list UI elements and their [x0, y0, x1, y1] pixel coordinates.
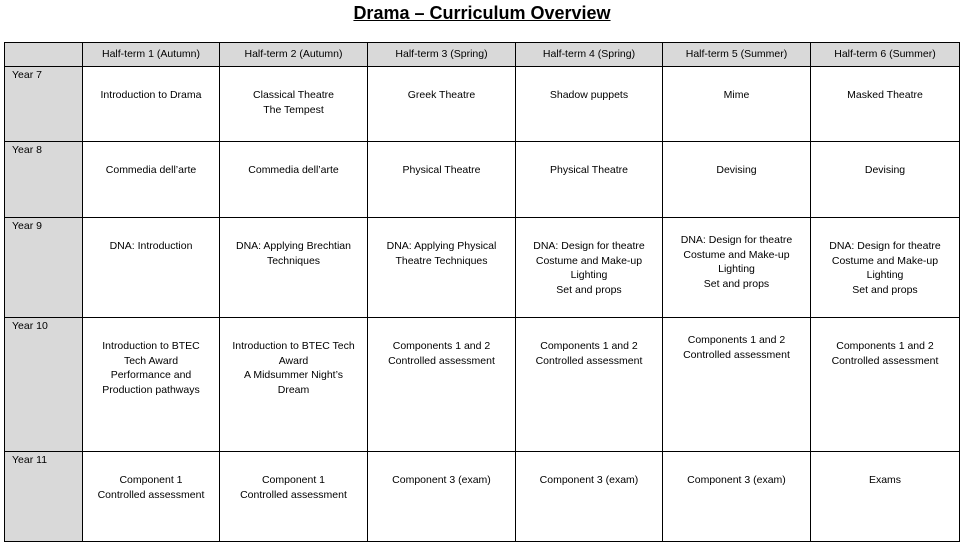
- cell-text-line: The Tempest: [263, 103, 324, 116]
- cell-text-line: Commedia dell’arte: [248, 164, 339, 176]
- row-header-year: Year 11: [5, 452, 83, 542]
- table-cell: [811, 142, 960, 218]
- cell-text-line: Set and props: [852, 283, 918, 296]
- table-cell: [516, 142, 663, 218]
- curriculum-table: [4, 42, 960, 542]
- cell-text-line: Award: [278, 354, 309, 367]
- column-header: Half-term 5 (Summer): [663, 43, 811, 67]
- cell-text-line: Performance and: [110, 369, 192, 381]
- cell-text-line: Exams: [868, 474, 902, 486]
- table-cell: [220, 452, 368, 542]
- cell-text-line: Lighting: [718, 263, 755, 275]
- cell-text-line: Greek Theatre: [407, 89, 476, 101]
- table-cell: [83, 452, 220, 542]
- table-cell: [83, 218, 220, 318]
- table-cell: [220, 318, 368, 452]
- cell-text-line: Lighting: [866, 269, 904, 281]
- table-cell: [83, 142, 220, 218]
- table-cell: [368, 142, 516, 218]
- table-row: [5, 142, 960, 218]
- cell-text-line: Set and props: [556, 283, 622, 296]
- cell-text-line: Components 1 and 2: [687, 334, 786, 346]
- cell-text-line: DNA: Design for theatre: [533, 240, 645, 252]
- table-row: [5, 452, 960, 542]
- cell-text-line: Devising: [716, 164, 757, 176]
- column-header: Half-term 1 (Autumn): [83, 43, 220, 67]
- table-cell: [663, 142, 811, 218]
- cell-text-line: DNA: Design for theatre: [680, 234, 793, 246]
- table-row: [5, 318, 960, 452]
- cell-text-line: Shadow puppets: [549, 89, 629, 101]
- cell-text-line: Controlled assessment: [831, 354, 939, 367]
- cell-text-line: Introduction to Drama: [100, 89, 202, 101]
- cell-text-line: Components 1 and 2: [392, 340, 491, 352]
- cell-text-line: Component 1: [119, 474, 183, 486]
- cell-text-line: Dream: [277, 383, 310, 396]
- cell-text-line: Techniques: [266, 254, 321, 267]
- cell-text-line: Component 3 (exam): [687, 474, 786, 486]
- table-cell: [83, 67, 220, 142]
- row-header-year: Year 9: [5, 218, 83, 318]
- table-cell: [663, 218, 811, 318]
- cell-text-line: Component 3 (exam): [539, 474, 639, 486]
- cell-text-line: Controlled assessment: [535, 354, 643, 367]
- cell-text-line: Costume and Make-up: [535, 254, 643, 267]
- table-cell: [368, 218, 516, 318]
- cell-text-line: DNA: Design for theatre: [829, 240, 941, 252]
- table-cell: [368, 67, 516, 142]
- cell-text-line: DNA: Introduction: [109, 240, 193, 252]
- cell-text-line: Devising: [864, 164, 906, 176]
- cell-text-line: Physical Theatre: [402, 164, 481, 176]
- cell-text-line: Introduction to BTEC Tech: [232, 340, 355, 352]
- cell-text-line: Components 1 and 2: [836, 340, 934, 352]
- table-cell: [516, 67, 663, 142]
- corner-cell: [5, 43, 83, 67]
- table-cell: [368, 318, 516, 452]
- cell-text-line: Introduction to BTEC: [102, 340, 200, 352]
- cell-text-line: DNA: Applying Physical: [386, 240, 497, 252]
- cell-text-line: Masked Theatre: [847, 89, 923, 101]
- cell-text-line: Component 1: [261, 474, 326, 486]
- table-cell: [516, 218, 663, 318]
- table-cell: [368, 452, 516, 542]
- cell-text-line: Controlled assessment: [97, 488, 205, 501]
- column-header: Half-term 6 (Summer): [811, 43, 960, 67]
- cell-text-line: Tech Award: [123, 354, 179, 367]
- column-header: Half-term 3 (Spring): [368, 43, 516, 67]
- cell-text-line: Set and props: [703, 277, 770, 290]
- cell-text-line: Costume and Make-up: [831, 254, 939, 267]
- table-cell: [663, 67, 811, 142]
- table-cell: [220, 67, 368, 142]
- column-header: Half-term 2 (Autumn): [220, 43, 368, 67]
- table-cell: [83, 318, 220, 452]
- cell-text-line: Lighting: [570, 269, 608, 281]
- cell-text-line: Controlled assessment: [683, 348, 790, 361]
- cell-text-line: Theatre Techniques: [395, 254, 488, 267]
- cell-text-line: Controlled assessment: [388, 354, 495, 367]
- page-title: Drama – Curriculum Overview: [353, 3, 611, 23]
- table-cell: [220, 142, 368, 218]
- cell-text-line: Classical Theatre: [253, 89, 334, 101]
- table-cell: [811, 318, 960, 452]
- cell-text-line: Component 3 (exam): [392, 474, 491, 486]
- table-cell: [811, 452, 960, 542]
- table-cell: [663, 452, 811, 542]
- row-header-year: Year 7: [5, 67, 83, 142]
- cell-text-line: Mime: [723, 89, 750, 101]
- table-cell: [663, 318, 811, 452]
- row-header-year: Year 8: [5, 142, 83, 218]
- table-cell: [811, 218, 960, 318]
- cell-text-line: DNA: Applying Brechtian: [236, 240, 351, 252]
- table-cell: [516, 452, 663, 542]
- cell-text-line: Physical Theatre: [549, 164, 628, 176]
- cell-text-line: A Midsummer Night’s: [243, 369, 343, 381]
- table-cell: [220, 218, 368, 318]
- row-header-year: Year 10: [5, 318, 83, 452]
- cell-text-line: Production pathways: [102, 383, 200, 396]
- header-row: [5, 43, 960, 67]
- table-cell: [811, 67, 960, 142]
- cell-text-line: Components 1 and 2: [540, 340, 638, 352]
- cell-text-line: Commedia dell’arte: [105, 164, 197, 176]
- table-row: [5, 67, 960, 142]
- table-row: [5, 218, 960, 318]
- column-header: Half-term 4 (Spring): [516, 43, 663, 67]
- cell-text-line: Costume and Make-up: [683, 248, 790, 261]
- cell-text-line: Controlled assessment: [240, 488, 347, 501]
- table-cell: [516, 318, 663, 452]
